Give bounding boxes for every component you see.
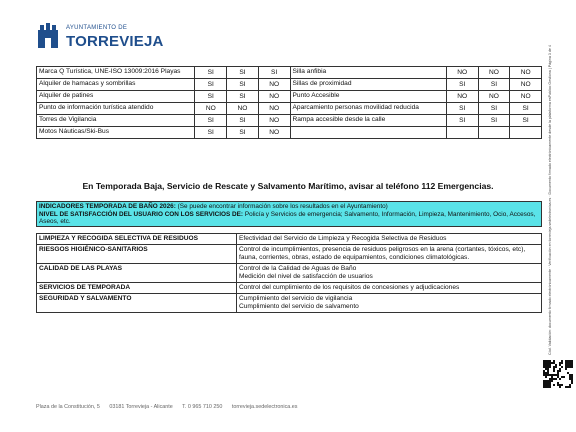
org-small-label: AYUNTAMIENTO DE	[66, 25, 128, 31]
indicator-key-cell: SEGURIDAD Y SALVAMENTO	[37, 294, 237, 313]
service-name-cell: Alquiler de hamacas y sombrillas	[37, 79, 195, 91]
table-row	[37, 79, 542, 91]
indicator-line: Efectividad del Servicio de Limpieza y Recogida Selectiva de Residuos	[239, 235, 447, 242]
indicator-value-cell	[237, 264, 542, 283]
service-name-cell: Rampa accesible desde la calle	[290, 115, 446, 127]
indicator-line: Control de incumplimientos, presencia de residuos peligrosos en la arena (cortantes, tóxicos, etc), fauna, corrientes, obras, estado de equipamientos, condiciones climatológicas.	[239, 246, 526, 261]
indicators-title: INDICADORES TEMPORADA DE BAÑO 2026:	[39, 203, 176, 210]
indicator-value-cell	[237, 245, 542, 264]
service-value-cell: NO	[478, 91, 510, 103]
indicator-line: Control de la Calidad de Aguas de Baño	[239, 265, 357, 272]
service-name-cell: Silla anfibia	[290, 67, 446, 79]
service-value-cell: SI	[258, 67, 290, 79]
service-value-cell: NO	[446, 91, 478, 103]
indicator-key-cell: CALIDAD DE LAS PLAYAS	[37, 264, 237, 283]
service-value-cell: SI	[195, 91, 227, 103]
indicator-key-cell: RIESGOS HIGIÉNICO-SANITARIOS	[37, 245, 237, 264]
indicator-value-cell	[237, 283, 542, 294]
validation-sidebar	[548, 45, 560, 355]
service-value-cell	[478, 127, 510, 139]
service-value-cell: NO	[258, 91, 290, 103]
indicators-note: (Se puede encontrar información sobre los resultados en el Ayuntamiento)	[177, 203, 388, 210]
service-name-cell: Motos Náuticas/Ski-Bus	[37, 127, 195, 139]
service-value-cell: SI	[227, 67, 259, 79]
service-value-cell: NO	[195, 103, 227, 115]
service-value-cell: SI	[227, 127, 259, 139]
table-row	[37, 294, 542, 313]
footer-phone: T. 0 965 710 250	[182, 404, 223, 410]
table-row	[37, 103, 542, 115]
service-value-cell: SI	[510, 103, 542, 115]
services-table	[36, 66, 542, 139]
ayuntamiento-logo	[36, 22, 166, 52]
indicator-value-cell	[237, 234, 542, 245]
service-value-cell: NO	[258, 127, 290, 139]
service-value-cell: SI	[227, 115, 259, 127]
satisfaction-title: NIVEL DE SATISFACCIÓN DEL USUARIO CON LOS SERVICIOS DE:	[39, 210, 244, 218]
indicator-key-cell: SERVICIOS DE TEMPORADA	[37, 283, 237, 294]
service-value-cell: NO	[510, 91, 542, 103]
service-value-cell: SI	[478, 79, 510, 91]
service-value-cell: SI	[478, 103, 510, 115]
service-value-cell: SI	[195, 115, 227, 127]
service-value-cell: SI	[478, 115, 510, 127]
table-row	[37, 245, 542, 264]
service-name-cell	[290, 127, 446, 139]
service-value-cell: NO	[446, 67, 478, 79]
service-value-cell: SI	[446, 115, 478, 127]
footer-web[interactable]: torrevieja.sedelectronica.es	[231, 404, 298, 410]
footer	[36, 404, 305, 410]
emergency-notice: En Temporada Baja, Servicio de Rescate y Salvamento Marítimo, avisar al teléfono 112 Emergencias.	[82, 181, 494, 191]
service-value-cell: NO	[258, 103, 290, 115]
service-value-cell	[510, 127, 542, 139]
service-name-cell: Marca Q Turística, UNE-ISO 13009:2016 Playas	[37, 67, 195, 79]
indicators-table	[36, 233, 542, 313]
indicator-key-cell: LIMPIEZA Y RECOGIDA SELECTIVA DE RESIDUOS	[37, 234, 237, 245]
org-name: TORREVIEJA	[66, 33, 164, 50]
service-value-cell: SI	[227, 79, 259, 91]
service-value-cell: SI	[195, 127, 227, 139]
service-value-cell: NO	[258, 115, 290, 127]
indicator-line: Cumplimiento del servicio de vigilancia	[239, 295, 353, 302]
indicator-line: Cumplimiento del servicio de salvamento	[239, 303, 359, 310]
footer-city: 03181 Torrevieja - Alicante	[109, 404, 173, 410]
service-value-cell: SI	[195, 79, 227, 91]
indicators-box	[36, 201, 542, 227]
service-value-cell: NO	[510, 79, 542, 91]
indicator-line: Control del cumplimiento de los requisitos de concesiones y adjudicaciones	[239, 284, 460, 291]
satisfaction-text: Policía y Servicios de emergencia; Salvamento, Información, Limpieza, Mantenimiento, Ocio, Accesos, Aseos, etc.	[39, 210, 536, 226]
service-value-cell: SI	[446, 79, 478, 91]
table-row	[37, 91, 542, 103]
service-value-cell: SI	[446, 103, 478, 115]
table-row	[37, 283, 542, 294]
coat-of-arms-icon	[36, 22, 60, 50]
table-row	[37, 264, 542, 283]
table-row	[37, 127, 542, 139]
service-value-cell: SI	[227, 91, 259, 103]
service-value-cell: NO	[478, 67, 510, 79]
service-name-cell: Punto Accesible	[290, 91, 446, 103]
service-value-cell: SI	[510, 115, 542, 127]
service-value-cell	[446, 127, 478, 139]
service-name-cell: Torres de Vigilancia	[37, 115, 195, 127]
qr-code-icon	[543, 360, 573, 388]
table-row	[37, 67, 542, 79]
service-value-cell: NO	[258, 79, 290, 91]
validation-text: Cód. Validación: documento firmado electrónicamente · Verificación en torrevieja.sedelectronica.es · Documento firmado electrónicamente desde la plataforma esPublico Gestiona | Página 3 de 4	[548, 45, 552, 355]
service-value-cell: NO	[510, 67, 542, 79]
service-name-cell: Alquiler de patines	[37, 91, 195, 103]
service-value-cell: SI	[195, 67, 227, 79]
service-name-cell: Aparcamiento personas movilidad reducida	[290, 103, 446, 115]
indicator-value-cell	[237, 294, 542, 313]
service-name-cell: Sillas de proximidad	[290, 79, 446, 91]
footer-address: Plaza de la Constitución, 5	[36, 404, 100, 410]
table-row	[37, 234, 542, 245]
service-name-cell: Punto de información turística atendido	[37, 103, 195, 115]
indicator-line: Medición del nivel de satisfacción de usuarios	[239, 273, 373, 280]
table-row	[37, 115, 542, 127]
service-value-cell: NO	[227, 103, 259, 115]
